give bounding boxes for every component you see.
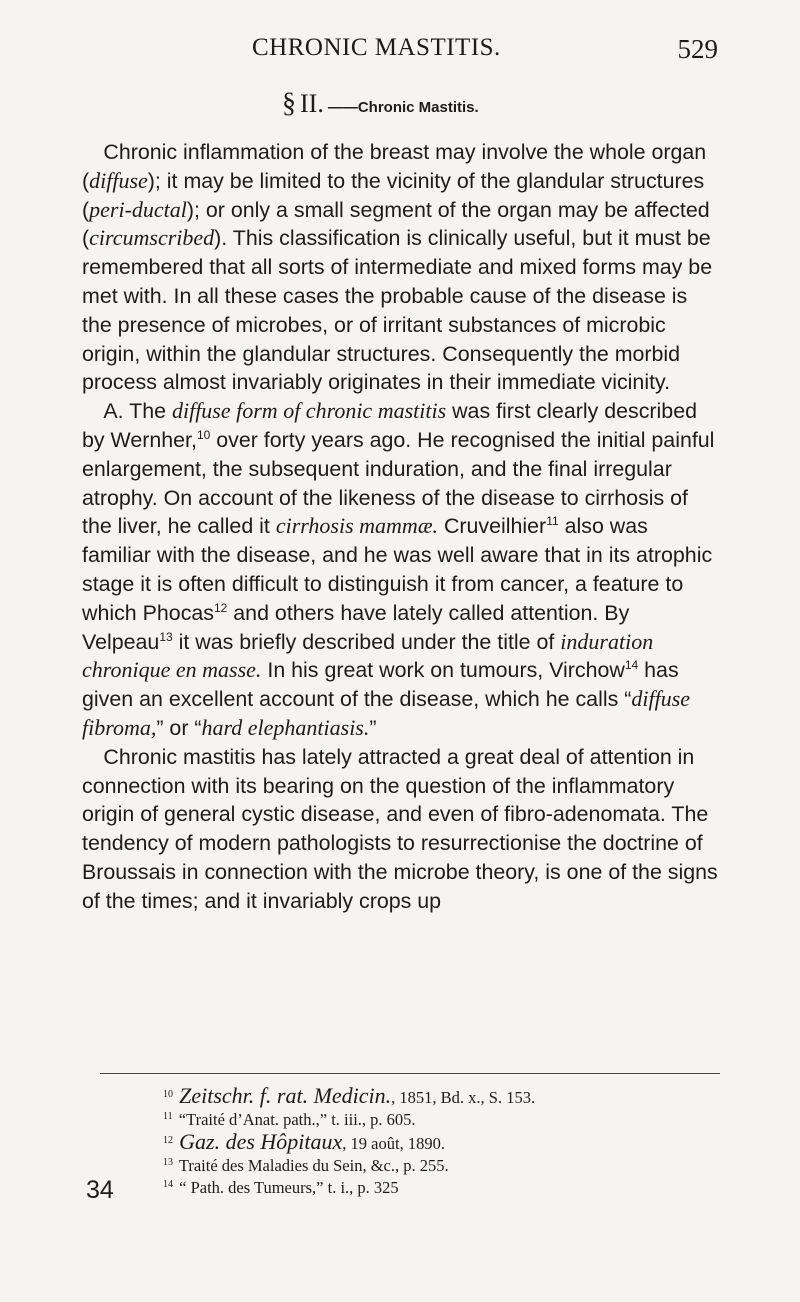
italic-text: peri-ductal bbox=[89, 196, 187, 222]
footnotes bbox=[163, 1085, 743, 1199]
italic-text: hard elephantiasis. bbox=[201, 714, 370, 740]
footnote-ref: 14 bbox=[624, 658, 639, 673]
paragraph-intro bbox=[82, 138, 722, 397]
text-run: In his great work on tumours, Virchow bbox=[261, 658, 625, 683]
paragraph-section-a bbox=[82, 397, 722, 743]
italic-text: Gaz. des Hôpitaux bbox=[179, 1129, 343, 1154]
italic-text: circumscribed bbox=[89, 225, 215, 251]
text-run: ). This classification is clinically useful, but it must be remembered that all sorts of intermediate and mixed forms may be met with. In all these cases the probable cause of the disease is the presence of microbes, or of irritant substances of microbic origin, within the glandular structures. Consequently the morbid process almost invariably originates in their immediate vicinity. bbox=[82, 226, 713, 395]
text-run: “ Path. des Tumeurs,” t. i., p. 325 bbox=[179, 1178, 399, 1197]
footnote-number: 10 bbox=[163, 1088, 173, 1100]
italic-text: diffuse form of chronic mastitis bbox=[171, 398, 447, 424]
text-run: it was briefly described under the title of bbox=[172, 629, 561, 654]
text-run: ” bbox=[369, 715, 377, 740]
text-run: , 19 août, 1890. bbox=[342, 1134, 445, 1153]
body-text bbox=[82, 138, 722, 916]
italic-text: Zeitschr. f. rat. Medicin. bbox=[179, 1083, 392, 1108]
text-run: and others have lately called attention. By Velpeau bbox=[82, 600, 630, 654]
footnote bbox=[163, 1131, 743, 1155]
footnote-ref: 11 bbox=[546, 514, 559, 529]
page-number: 529 bbox=[677, 34, 718, 64]
italic-text: diffuse fibroma, bbox=[82, 686, 691, 740]
section-number: II. bbox=[300, 89, 324, 118]
running-head bbox=[0, 34, 800, 74]
text-run: Traité des Maladies du Sein, &c., p. 255. bbox=[178, 1156, 449, 1175]
footnote-number: 11 bbox=[163, 1110, 173, 1122]
footnote-rule bbox=[100, 1073, 720, 1074]
text-run: , 1851, Bd. x., S. 153. bbox=[391, 1088, 536, 1107]
text-run: ); it may be limited to the vicinity of the glandular structures ( bbox=[82, 168, 705, 222]
text-run: ); or only a small segment of the organ may be affected ( bbox=[82, 197, 710, 251]
footnote-number: 12 bbox=[163, 1134, 173, 1146]
text-run: “Traité d’Anat. path.,” t. iii., p. 605. bbox=[178, 1110, 416, 1129]
text-run: Chronic inflammation of the breast may involve the whole organ ( bbox=[82, 140, 707, 193]
text-run: A. The bbox=[103, 399, 172, 424]
italic-text: induration chronique en masse. bbox=[82, 628, 654, 683]
footnote-number: 14 bbox=[163, 1178, 173, 1190]
text-run: Chronic mastitis has lately attracted a great deal of attention in connection with its bearing on the question of the inflammatory origin of general cystic disease, and even of fibro-adenomata. The tendency of modern pathologists to resurrectionise the doctrine of Broussais in connection with the microbe theory, is one of the signs of the times; and it invariably crops up bbox=[82, 744, 718, 913]
printer-signature: 34 bbox=[86, 1176, 114, 1204]
footnote bbox=[163, 1177, 743, 1199]
paragraph-cystic bbox=[82, 743, 722, 916]
running-title: CHRONIC MASTITIS. bbox=[252, 34, 501, 61]
footnote bbox=[163, 1155, 743, 1177]
section-heading bbox=[282, 88, 479, 120]
text-run: was first clearly described by Wernher, bbox=[82, 399, 697, 452]
footnote-ref: 10 bbox=[196, 427, 211, 442]
text-run: also was familiar with the disease, and he was well aware that in its atrophic stage it is often difficult to distinguish it from cancer, a feature to which Phocas bbox=[82, 514, 713, 625]
footnote bbox=[163, 1109, 743, 1131]
footnote bbox=[163, 1085, 743, 1109]
italic-text: cirrhosis mammæ. bbox=[275, 513, 438, 539]
text-run: Cruveilhier bbox=[438, 514, 547, 539]
footnote-number: 13 bbox=[163, 1156, 173, 1168]
text-run: over forty years ago. He recognised the initial painful enlargement, the subsequent induration, and the final irregular atrophy. On account of the likeness of the disease to cirrhosis of the liver, he called it bbox=[82, 427, 715, 539]
text-run: ” or “ bbox=[156, 715, 202, 740]
italic-text: diffuse bbox=[89, 167, 148, 193]
footnote-ref: 12 bbox=[213, 600, 228, 615]
section-title: ——Chronic Mastitis. bbox=[327, 99, 479, 116]
section-mark: § bbox=[282, 88, 296, 119]
footnote-ref: 13 bbox=[159, 629, 173, 644]
text-run: has given an excellent account of the disease, which he calls “ bbox=[82, 658, 679, 712]
